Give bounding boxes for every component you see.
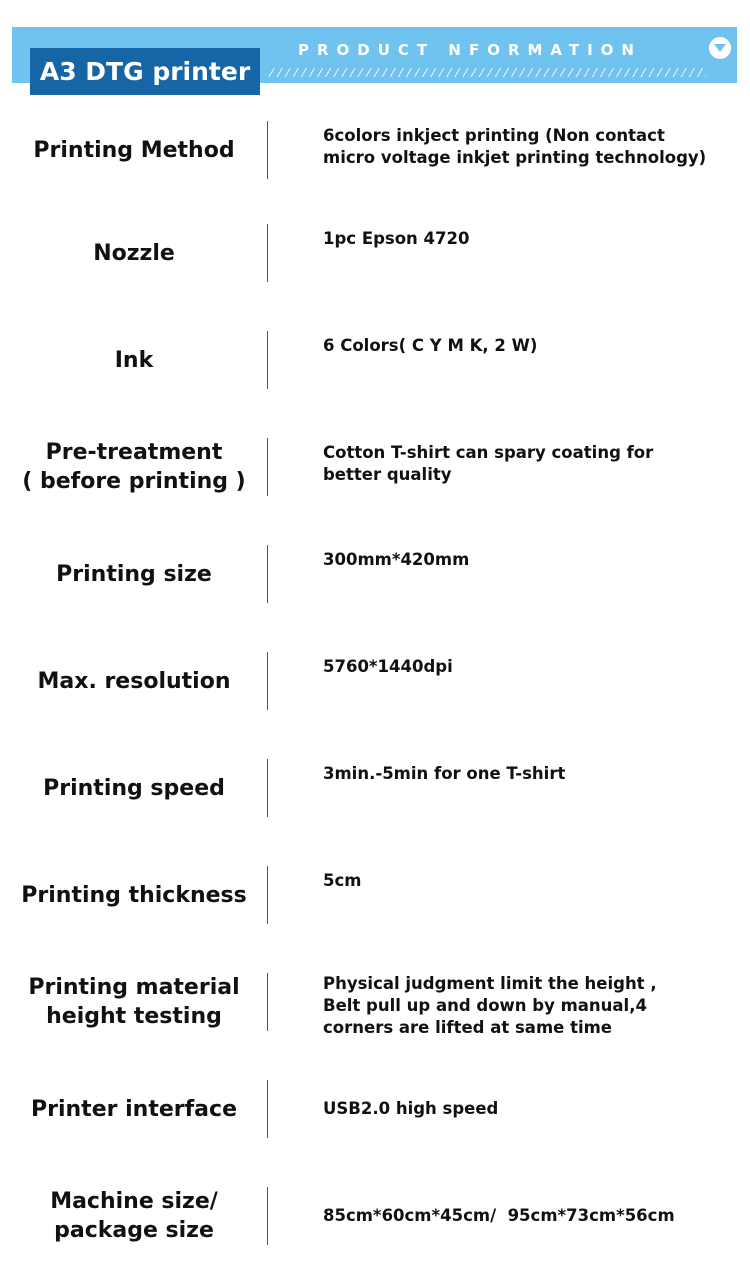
chevron-down-circle-icon[interactable] (709, 37, 731, 59)
spec-value (323, 1080, 738, 1138)
spec-value-line: 3min.-5min for one T-shirt (323, 764, 566, 783)
page-title: A3 DTG printer (39, 57, 251, 86)
spec-label (0, 545, 268, 603)
spec-label (0, 224, 268, 282)
spec-row-nozzle (0, 224, 750, 282)
spec-label-line: Nozzle (93, 240, 175, 266)
spec-label-line: Printing material (28, 975, 240, 1000)
banner-hatch-decoration (268, 68, 706, 77)
spec-value (323, 438, 738, 496)
banner-text: PRODUCT NFORMATION (298, 41, 642, 59)
divider (267, 331, 268, 389)
spec-row-pre-treatment (0, 438, 750, 496)
spec-label-line: Printing size (56, 561, 212, 587)
spec-label-line: Printing speed (43, 775, 225, 801)
spec-label (0, 866, 268, 924)
spec-label-line: Machine size/ (50, 1189, 218, 1214)
spec-label-line: Max. resolution (37, 668, 231, 694)
spec-label-line: Ink (114, 347, 154, 373)
spec-row-ink (0, 331, 750, 389)
spec-value (323, 759, 738, 817)
spec-label (0, 121, 268, 179)
spec-label (0, 973, 268, 1031)
spec-value (323, 331, 738, 389)
spec-value (323, 652, 738, 710)
spec-label (0, 1080, 268, 1138)
spec-label-line: Printing Method (33, 137, 235, 163)
spec-value (323, 545, 738, 603)
spec-label-line: Pre-treatment (45, 440, 223, 465)
divider (267, 1080, 268, 1138)
spec-value-line: Belt pull up and down by manual,4 (323, 996, 647, 1015)
spec-row-max-resolution (0, 652, 750, 710)
spec-label (0, 759, 268, 817)
spec-label-line: package size (54, 1218, 214, 1243)
spec-row-printer-interface (0, 1080, 750, 1138)
divider (267, 652, 268, 710)
spec-label-line: Printing thickness (21, 882, 247, 908)
spec-row-machine-size (0, 1187, 750, 1245)
spec-value-line: 5760*1440dpi (323, 657, 453, 676)
spec-row-printing-thickness (0, 866, 750, 924)
spec-label (0, 331, 268, 389)
divider (267, 121, 268, 179)
spec-label (0, 652, 268, 710)
spec-row-printing-size (0, 545, 750, 603)
spec-row-printing-material-height (0, 973, 750, 1037)
spec-value-line: 6colors inkject printing (Non contact (323, 126, 665, 145)
spec-value-line: corners are lifted at same time (323, 1018, 612, 1037)
spec-value (323, 1187, 738, 1245)
spec-value (323, 973, 738, 1037)
spec-label-line: height testing (46, 1004, 222, 1029)
spec-value-line: Cotton T-shirt can spary coating for (323, 443, 654, 462)
spec-value (323, 121, 738, 179)
spec-value-line: micro voltage inkjet printing technology) (323, 148, 707, 167)
divider (267, 1187, 268, 1245)
spec-value-line: 1pc Epson 4720 (323, 229, 470, 248)
spec-value-line: better quality (323, 465, 452, 484)
spec-value-line: Physical judgment limit the height , (323, 974, 657, 993)
divider (267, 866, 268, 924)
spec-value (323, 866, 738, 924)
spec-value-line: 6 Colors( C Y M K, 2 W) (323, 336, 538, 355)
spec-row-printing-speed (0, 759, 750, 817)
spec-label (0, 1187, 268, 1245)
divider (267, 759, 268, 817)
spec-value-line: 85cm*60cm*45cm/ 95cm*73cm*56cm (323, 1206, 675, 1225)
divider (267, 973, 268, 1031)
divider (267, 438, 268, 496)
divider (267, 545, 268, 603)
spec-value (323, 224, 738, 282)
title-box (30, 48, 260, 95)
spec-label-line: ( before printing ) (22, 469, 246, 494)
spec-label (0, 438, 268, 496)
spec-row-printing-method (0, 121, 750, 179)
spec-label-line: Printer interface (31, 1096, 237, 1122)
divider (267, 224, 268, 282)
spec-value-line: 5cm (323, 871, 362, 890)
spec-value-line: 300mm*420mm (323, 550, 470, 569)
spec-value-line: USB2.0 high speed (323, 1099, 499, 1118)
